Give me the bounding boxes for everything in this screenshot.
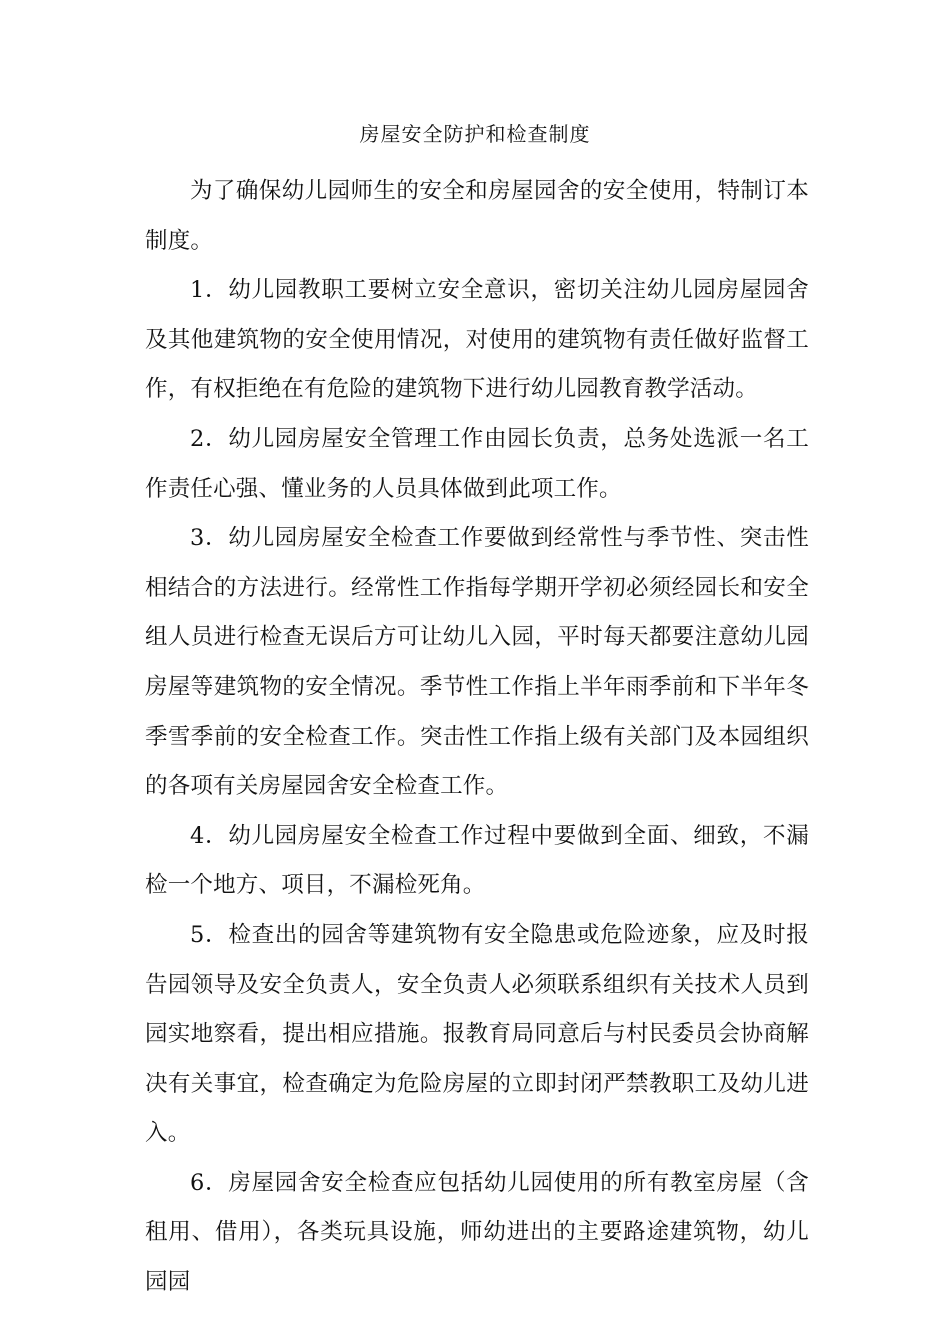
- document-body: [145, 167, 809, 1308]
- paragraph-item-5: 5．检查出的园舍等建筑物有安全隐患或危险迹象，应及时报告园领导及安全负责人，安全负责人必须联系组织有关技术人员到园实地察看，提出相应措施。报教育局同意后与村民委员会协商解决有关事宜，检查确定为危险房屋的立即封闭严禁教职工及幼儿进入。: [145, 921, 809, 1147]
- paragraph-intro: 为了确保幼儿园师生的安全和房屋园舍的安全使用，特制订本制度。: [145, 178, 809, 254]
- paragraph-item-4: 4．幼儿园房屋安全检查工作过程中要做到全面、细致，不漏检一个地方、项目，不漏检死角。: [145, 822, 809, 899]
- paragraph-item-6: 6．房屋园舍安全检查应包括幼儿园使用的所有教室房屋（含租用、借用），各类玩具设施，师幼进出的主要路途建筑物，幼儿园园: [145, 1169, 809, 1296]
- paragraph-item-3: 3．幼儿园房屋安全检查工作要做到经常性与季节性、突击性相结合的方法进行。经常性工作指每学期开学初必须经园长和安全组人员进行检查无误后方可让幼儿入园，平时每天都要注意幼儿园房屋等建筑物的安全情况。季节性工作指上半年雨季前和下半年冬季雪季前的安全检查工作。突击性工作指上级有关部门及本园组织的各项有关房屋园舍安全检查工作。: [145, 525, 809, 800]
- paragraph-item-2: 2．幼儿园房屋安全管理工作由园长负责，总务处选派一名工作责任心强、懂业务的人员具体做到此项工作。: [145, 425, 809, 502]
- document-title: 房屋安全防护和检查制度: [359, 122, 591, 146]
- paragraph-item-1: 1．幼儿园教职工要树立安全意识，密切关注幼儿园房屋园舍及其他建筑物的安全使用情况，对使用的建筑物有责任做好监督工作，有权拒绝在有危险的建筑物下进行幼儿园教育教学活动。: [145, 277, 809, 403]
